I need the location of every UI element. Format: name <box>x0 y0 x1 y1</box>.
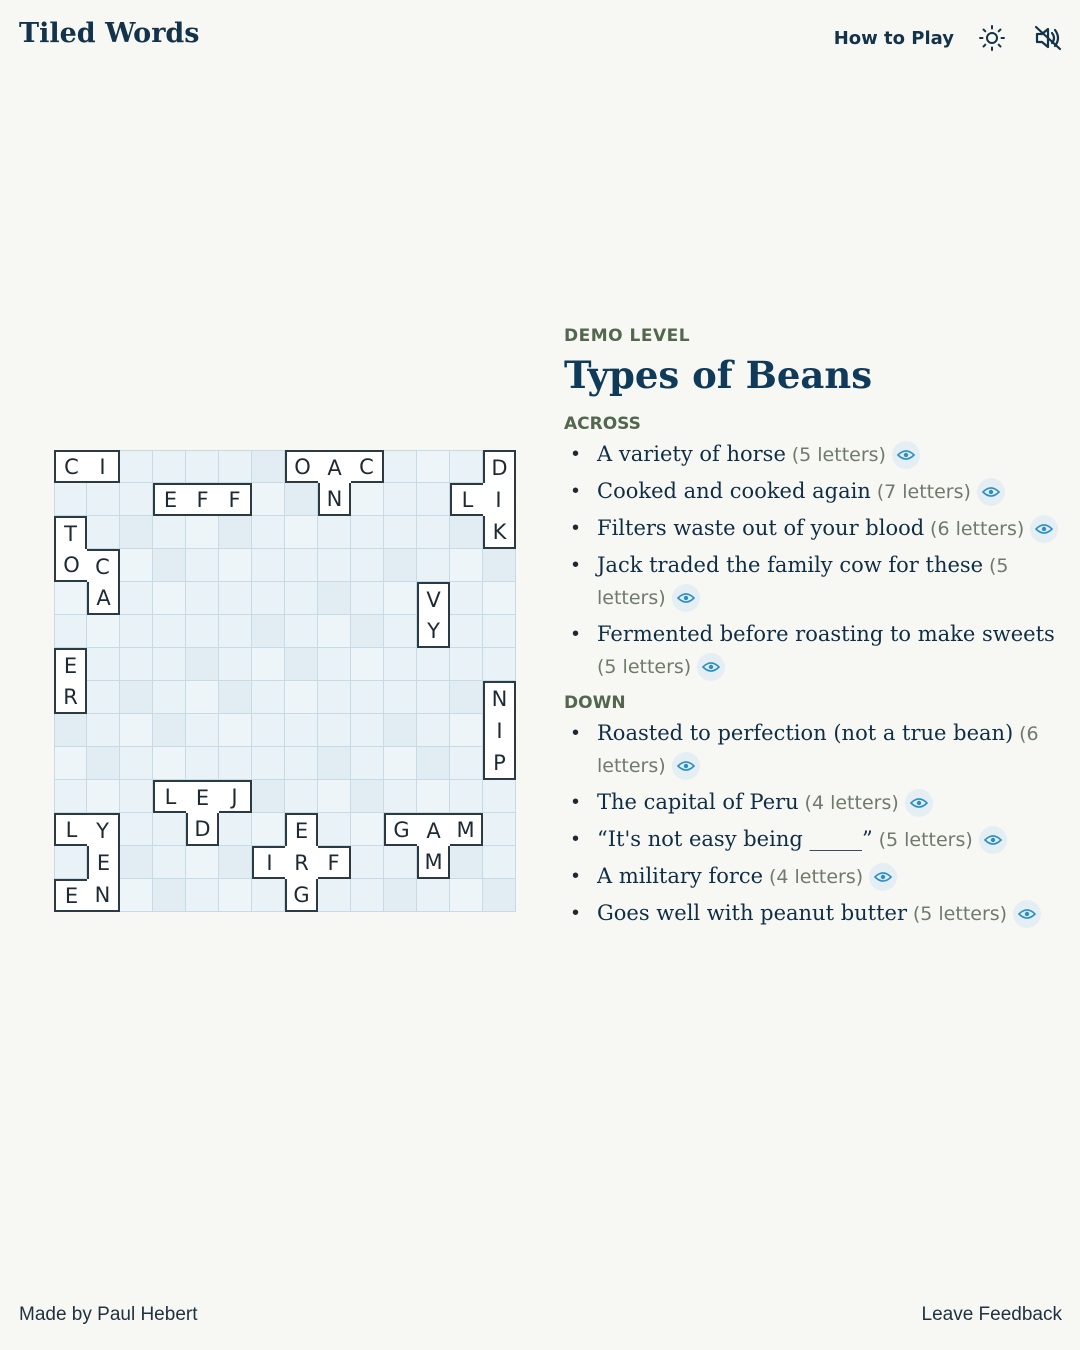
eye-icon <box>677 760 695 772</box>
letter-tile: A <box>417 813 450 846</box>
puzzle-title: Types of Beans <box>564 353 873 397</box>
down-clue-list <box>564 717 1064 930</box>
letter-tile: I <box>483 483 516 516</box>
letter-tile: L <box>54 813 87 846</box>
eye-icon <box>982 486 1000 498</box>
eye-icon <box>984 834 1002 846</box>
letter-tile: N <box>87 879 120 912</box>
down-heading: DOWN <box>564 693 626 713</box>
clue-text: Jack traded the family cow for these <box>597 553 984 577</box>
letter-tile: E <box>54 879 87 912</box>
reveal-clue-button[interactable] <box>1013 900 1041 928</box>
letter-tile: O <box>285 450 318 483</box>
clue-text: A military force <box>597 864 764 888</box>
clue-text: Goes well with peanut butter <box>597 901 908 925</box>
across-clue-list <box>564 438 1064 683</box>
down-clue <box>564 897 1064 930</box>
letter-tile: V <box>417 582 450 615</box>
clue-text: Filters waste out of your blood <box>597 516 925 540</box>
clue-length: (5 letters) <box>878 829 973 851</box>
clue-text: “It's not easy being _____” <box>597 827 873 851</box>
reveal-clue-button[interactable] <box>905 789 933 817</box>
sound-toggle-button[interactable] <box>1030 20 1066 56</box>
letter-tile: C <box>54 450 87 483</box>
across-heading: ACROSS <box>564 414 641 434</box>
letter-tile: D <box>483 450 516 483</box>
reveal-clue-button[interactable] <box>672 752 700 780</box>
app-title: Tiled Words <box>19 18 200 49</box>
clue-text: Fermented before roasting to make sweets <box>597 622 1055 646</box>
reveal-clue-button[interactable] <box>697 653 725 681</box>
reveal-clue-button[interactable] <box>869 863 897 891</box>
letter-tile: C <box>87 549 120 582</box>
letter-tile: K <box>483 516 516 549</box>
across-clue <box>564 475 1064 508</box>
clue-length: (7 letters) <box>876 481 971 503</box>
app-header <box>0 0 1080 80</box>
clue-text: Cooked and cooked again <box>597 479 871 503</box>
clue-length: (6 letters) <box>930 518 1025 540</box>
eye-icon <box>1035 523 1053 535</box>
clue-length: (5 letters) <box>597 656 692 678</box>
letter-tile: P <box>483 747 516 780</box>
eye-icon <box>897 449 915 461</box>
clue-length: (5 letters) <box>912 903 1008 925</box>
clue-length: (4 letters) <box>768 866 864 888</box>
eye-icon <box>702 661 720 673</box>
letter-tile: I <box>483 714 516 747</box>
reveal-clue-button[interactable] <box>672 584 700 612</box>
reveal-clue-button[interactable] <box>977 478 1005 506</box>
letter-tile: L <box>450 483 483 516</box>
sun-icon <box>978 24 1006 52</box>
across-clue <box>564 549 1064 614</box>
author-credit-link[interactable]: Made by Paul Hebert <box>19 1304 198 1325</box>
clue-panel <box>564 326 1064 934</box>
down-clue <box>564 823 1064 856</box>
letter-tile: F <box>318 846 351 879</box>
how-to-play-link[interactable]: How to Play <box>833 27 954 49</box>
letter-tile: M <box>417 846 450 879</box>
eye-icon <box>1018 908 1036 920</box>
letter-tile: F <box>186 483 219 516</box>
down-clue <box>564 860 1064 893</box>
clue-length: (5 letters) <box>597 555 1009 609</box>
letter-tile: T <box>54 516 87 549</box>
reveal-clue-button[interactable] <box>892 441 920 469</box>
clue-length: (4 letters) <box>804 792 899 814</box>
eye-icon <box>874 871 892 883</box>
letter-tile: J <box>219 780 252 813</box>
letter-tile: A <box>87 582 120 615</box>
clue-text: The capital of Peru <box>597 790 799 814</box>
clue-length: (6 letters) <box>597 723 1039 777</box>
letter-tile: G <box>384 813 417 846</box>
eye-icon <box>910 797 928 809</box>
letter-tile: N <box>483 681 516 714</box>
letter-tile: D <box>186 813 219 846</box>
letter-tile: I <box>252 846 285 879</box>
letter-tile: E <box>87 846 120 879</box>
clue-length: (5 letters) <box>791 444 886 466</box>
letter-tile: E <box>285 813 318 846</box>
clue-text: A variety of horse <box>597 442 786 466</box>
letter-tile: Y <box>87 813 120 846</box>
letter-tile: L <box>153 780 186 813</box>
level-label: DEMO LEVEL <box>564 326 691 346</box>
letter-tile: A <box>318 450 351 483</box>
letter-tile: R <box>54 681 87 714</box>
down-clue <box>564 717 1064 782</box>
reveal-clue-button[interactable] <box>1030 515 1058 543</box>
speaker-muted-icon <box>1033 23 1063 53</box>
eye-icon <box>677 592 695 604</box>
letter-tile: I <box>87 450 120 483</box>
across-clue <box>564 438 1064 471</box>
theme-toggle-button[interactable] <box>974 20 1010 56</box>
clue-text: Roasted to perfection (not a true bean) <box>597 721 1014 745</box>
letter-tile: E <box>153 483 186 516</box>
down-clue <box>564 786 1064 819</box>
letter-tile: N <box>318 483 351 516</box>
header-nav <box>834 20 1066 56</box>
letter-tile: M <box>450 813 483 846</box>
letter-tile: C <box>351 450 384 483</box>
reveal-clue-button[interactable] <box>979 826 1007 854</box>
across-clue <box>564 512 1064 545</box>
tile-pieces <box>54 450 516 912</box>
across-clue <box>564 618 1064 683</box>
letter-tile: Y <box>417 615 450 648</box>
letter-tile: E <box>54 648 87 681</box>
leave-feedback-link[interactable]: Leave Feedback <box>921 1304 1062 1325</box>
letter-tile: O <box>54 549 87 582</box>
letter-tile: R <box>285 846 318 879</box>
letter-tile: G <box>285 879 318 912</box>
letter-tile: E <box>186 780 219 813</box>
letter-tile: F <box>219 483 252 516</box>
